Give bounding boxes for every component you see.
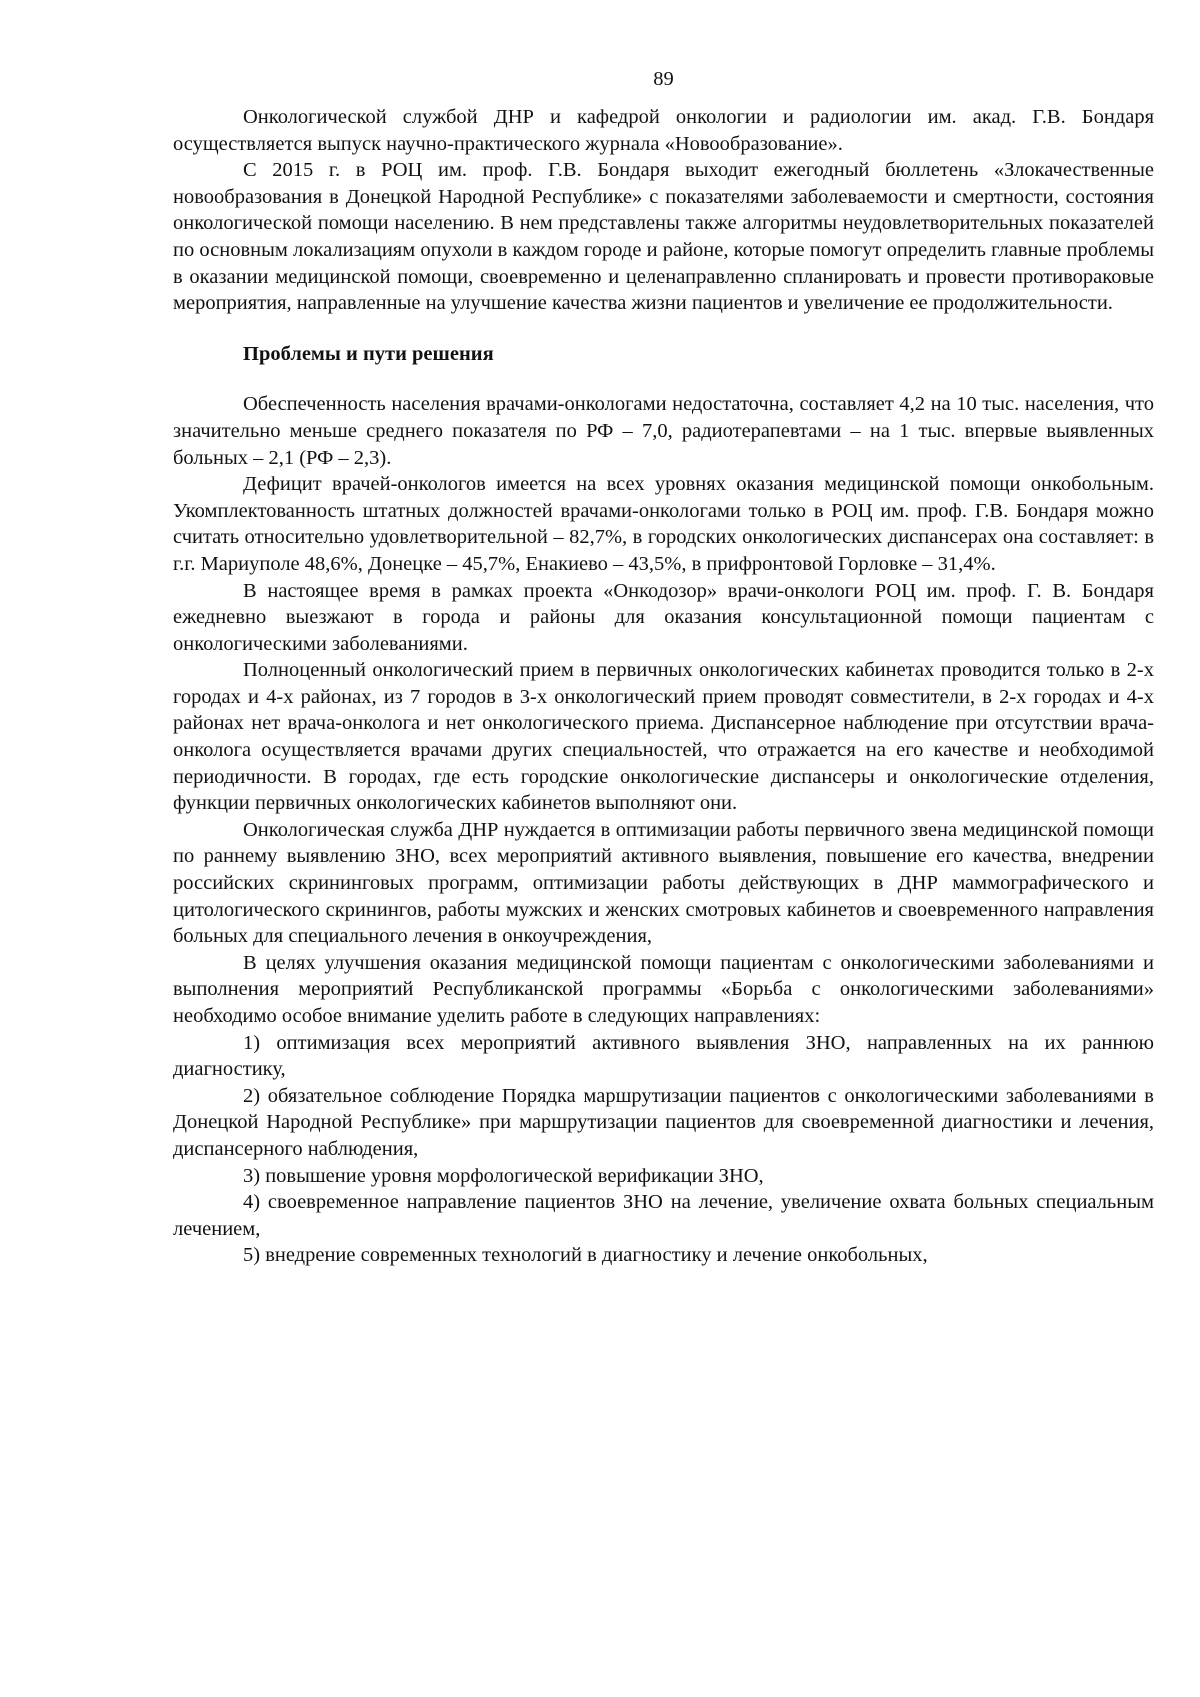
list-item: 2) обязательное соблюдение Порядка маршрутизации пациентов с онкологическими заболеваниями в Донецкой Народной Республике» при маршрутизации пациентов для своевременной диагностики и лечения, диспансерного наблюдения, (173, 1084, 1154, 1160)
paragraph-deficit: Дефицит врачей-онкологов имеется на всех уровнях оказания медицинской помощи онкобольным. Укомплектованность штатных должностей врачами-онкологами только в РОЦ им. проф. Г.В. Бондаря можно считать относительно удовлетворительной – 82,7%, в городских онкологических диспансерах она составляет: в г.г. Мариуполе 48,6%, Донецке – 45,7%, Енакиево – 43,5%, в прифронтовой Горловке – 31,4%. (173, 473, 1154, 575)
document-page (173, 66, 1154, 1269)
section-heading: Проблемы и пути решения (243, 342, 494, 365)
list-item: 4) своевременное направление пациентов ЗНО на лечение, увеличение охвата больных специальным лечением, (173, 1191, 1154, 1240)
paragraph-onkodozor: В настоящее время в рамках проекта «Онкодозор» врачи-онкологи РОЦ им. проф. Г. В. Бондаря ежедневно выезжают в города и районы для оказания консультационной помощи пациентам с онкологическими заболеваниями. (173, 579, 1154, 655)
list-item: 3) повышение уровня морфологической верификации ЗНО, (243, 1164, 764, 1187)
paragraph-bulletin: С 2015 г. в РОЦ им. проф. Г.В. Бондаря выходит ежегодный бюллетень «Злокачественные новообразования в Донецкой Народной Республике» с показателями заболеваемости и смертности, состояния онкологической помощи населению. В нем представлены также алгоритмы неудовлетворительных показателей по основным локализациям опухоли в каждом городе и районе, которые помогут определить главные проблемы в оказании медицинской помощи, своевременно и целенаправленно спланировать и провести противораковые мероприятия, направленные на улучшение качества жизни пациентов и увеличение ее продолжительности. (173, 159, 1154, 315)
paragraph-journal: Онкологической службой ДНР и кафедрой онкологии и радиологии им. акад. Г.В. Бондаря осуществляется выпуск научно-практического журнала «Новообразование». (173, 106, 1154, 155)
list-item: 5) внедрение современных технологий в диагностику и лечение онкобольных, (243, 1244, 928, 1267)
paragraph-optimization: Онкологическая служба ДНР нуждается в оптимизации работы первичного звена медицинской помощи по раннему выявлению ЗНО, всех мероприятий активного выявления, повышение его качества, внедрении российских скрининговых программ, оптимизации работы действующих в ДНР маммографического и цитологического скринингов, работы мужских и женских смотровых кабинетов и своевременного направления больных для специального лечения в онкоучреждения, (173, 818, 1154, 948)
page-number: 89 (653, 68, 674, 90)
paragraph-goals: В целях улучшения оказания медицинской помощи пациентам с онкологическими заболеваниями и выполнения мероприятий Республиканской программы «Борьба с онкологическими заболеваниями» необходимо особое внимание уделить работе в следующих направлениях: (173, 951, 1154, 1027)
list-item: 1) оптимизация всех мероприятий активного выявления ЗНО, направленных на их раннюю диагностику, (173, 1031, 1154, 1081)
paragraph-primary-care: Полноценный онкологический прием в первичных онкологических кабинетах проводится только в 2-х городах и 4-х районах, из 7 городов в 3-х онкологический прием проводят совместители, в 2-х городах и 4-х районах нет врача-онколога и нет онкологического приема. Диспансерное наблюдение при отсутствии врача-онколога осуществляется врачами других специальностей, что отражается на его качестве и необходимой периодичности. В городах, где есть городские онкологические диспансеры и онкологические отделения, функции первичных онкологических кабинетов выполняют они. (173, 659, 1154, 815)
paragraph-staffing: Обеспеченность населения врачами-онкологами недостаточна, составляет 4,2 на 10 тыс. населения, что значительно меньше среднего показателя по РФ – 7,0, радиотерапевтами – на 1 тыс. впервые выявленных больных – 2,1 (РФ – 2,3). (173, 393, 1154, 469)
